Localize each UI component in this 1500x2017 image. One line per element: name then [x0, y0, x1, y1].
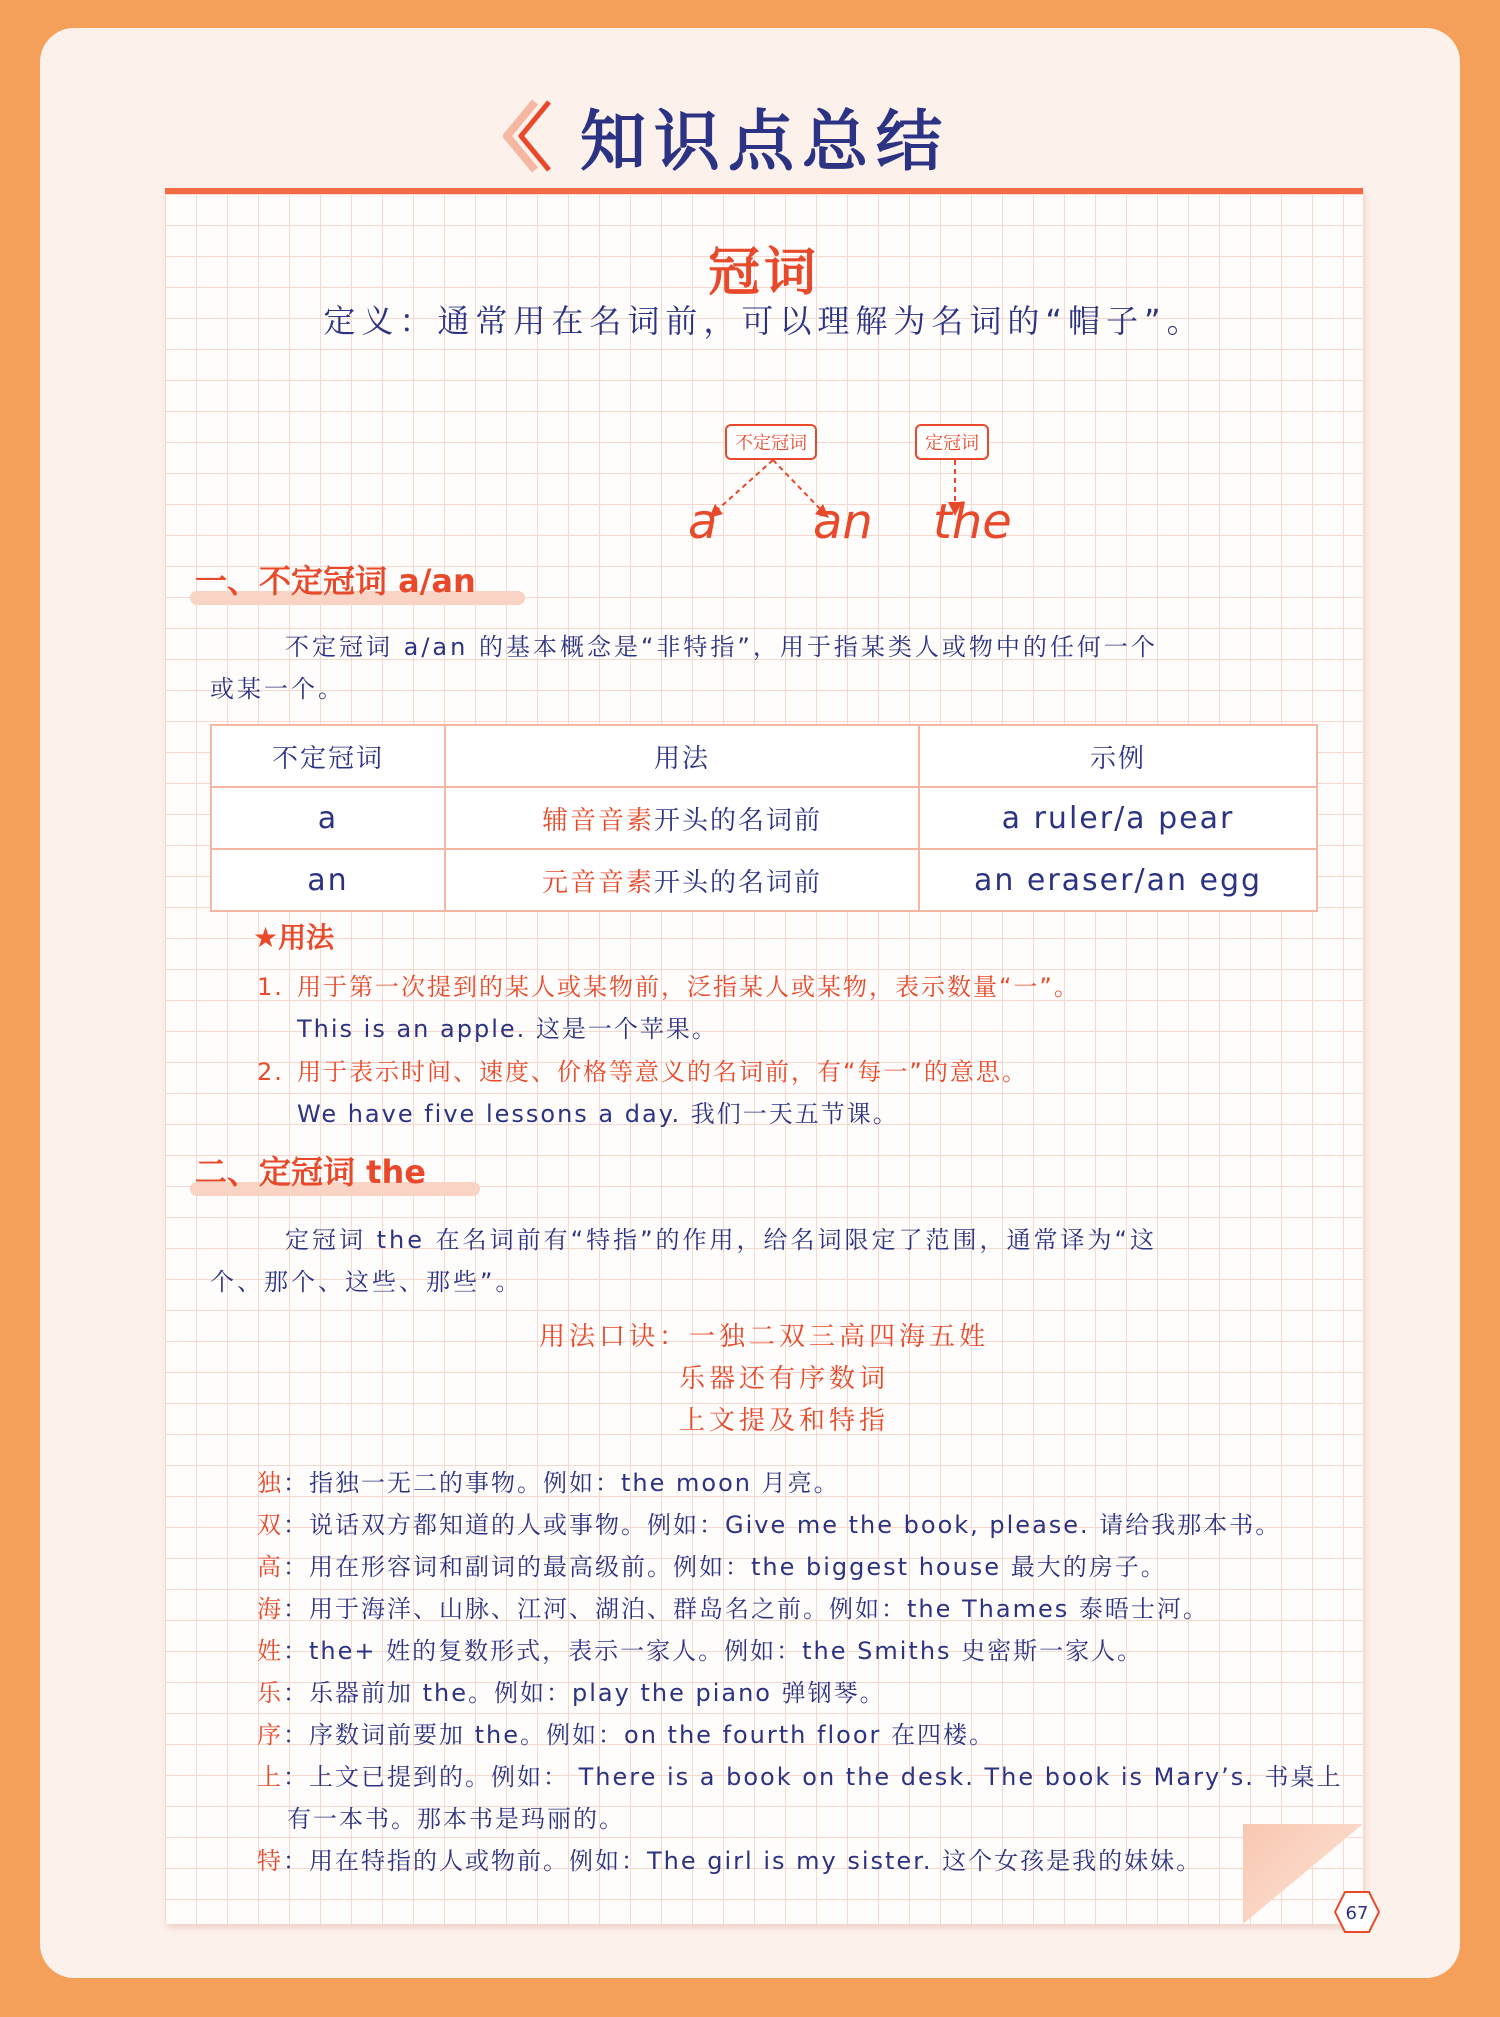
mnemonic-text: ：指独一无二的事物。例如：the moon 月亮。 — [283, 1469, 840, 1497]
header — [40, 88, 1460, 183]
rhyme-line: 乐器还有序数词 — [678, 1364, 889, 1394]
mnemonic-text: ：乐器前加 the。例如：play the piano 弹钢琴。 — [283, 1679, 886, 1707]
usage-example: This is an apple. 这是一个苹果。 — [297, 1015, 718, 1043]
mnemonic-key: 乐 — [257, 1679, 283, 1707]
article-title: 冠词 — [707, 242, 820, 303]
section1-para-line1: 不定冠词 a/an 的基本概念是“非特指”，用于指某类人或物中的任何一个 — [285, 633, 1158, 661]
mnemonic-item — [257, 1588, 1209, 1630]
article-the: the — [933, 494, 1012, 550]
mnemonic-text: ：the+ 姓的复数形式，表示一家人。例如：the Smiths 史密斯一家人。 — [283, 1637, 1144, 1665]
table-cell-example: a ruler/a pear — [919, 787, 1317, 849]
usage-rest: 开头的名词前 — [654, 805, 823, 836]
table-header: 不定冠词 — [211, 725, 445, 787]
table-cell-usage — [445, 849, 919, 911]
table-header: 示例 — [919, 725, 1317, 787]
mnemonic-text: ：用在特指的人或物前。例如：The girl is my sister. 这个女孩是我的妹妹。 — [283, 1847, 1203, 1875]
section2-para-line2: 个、那个、这些、那些”。 — [210, 1268, 523, 1296]
mnemonic-text: ：说话双方都知道的人或事物。例如：Give me the book, please. 请给我那本书。 — [283, 1511, 1282, 1539]
indefinite-table — [210, 724, 1318, 912]
mnemonic-item — [257, 1756, 1343, 1798]
tag-indefinite: 不定冠词 — [725, 424, 817, 460]
tag-definite: 定冠词 — [915, 424, 989, 460]
mnemonic-text: ：用于海洋、山脉、江河、湖泊、群岛名之前。例如：the Thames 泰晤士河。 — [283, 1595, 1209, 1623]
table-cell-example: an eraser/an egg — [919, 849, 1317, 911]
mnemonic-item — [257, 1630, 1143, 1672]
mnemonic-key: 双 — [257, 1511, 283, 1539]
usage-text: 用于表示时间、速度、价格等意义的名词前，有“每一”的意思。 — [297, 1058, 1028, 1086]
mnemonic-item — [257, 1672, 886, 1714]
page-number-badge — [1333, 1888, 1381, 1936]
mnemonic-item — [257, 1840, 1202, 1882]
mnemonic-text: ：上文已提到的。例如： There is a book on the desk. The book is Mary’s. 书桌上 — [283, 1763, 1343, 1791]
mnemonic-key: 姓 — [257, 1637, 283, 1665]
rhyme-line: 用法口诀：一独二双三高四海五姓 — [538, 1322, 989, 1352]
mnemonic-text: ：序数词前要加 the。例如：on the fourth floor 在四楼。 — [283, 1721, 995, 1749]
mnemonic-key: 特 — [257, 1847, 283, 1875]
mnemonic-key: 独 — [257, 1469, 283, 1497]
table-row — [211, 787, 1317, 849]
table-cell-article: a — [211, 787, 445, 849]
section1-para-line2: 或某一个。 — [210, 675, 345, 703]
table-cell-usage — [445, 787, 919, 849]
usage-example: We have five lessons a day. 我们一天五节课。 — [297, 1100, 899, 1128]
mnemonic-item — [257, 1462, 840, 1504]
page-title — [550, 88, 950, 183]
article-an: an — [813, 494, 873, 550]
usage-num: 1. — [257, 973, 284, 1001]
mnemonic-continuation: 有一本书。那本书是玛丽的。 — [287, 1805, 625, 1833]
section1-heading: 一、不定冠词 a/an — [195, 562, 476, 600]
section2-heading: 二、定冠词 the — [195, 1153, 426, 1191]
mnemonic-item — [257, 1714, 995, 1756]
table-cell-article: an — [211, 849, 445, 911]
page-title-text: 知识点总结 — [580, 102, 950, 180]
mnemonic-key: 海 — [257, 1595, 283, 1623]
usage-text: 用于第一次提到的某人或某物前，泛指某人或某物，表示数量“一”。 — [297, 973, 1080, 1001]
usage-title: ★用法 — [253, 921, 335, 954]
chevron-deco-icon — [495, 96, 555, 176]
article-definition: 定义：通常用在名词前，可以理解为名词的“帽子”。 — [323, 302, 1205, 340]
usage-rest: 开头的名词前 — [654, 867, 823, 898]
table-row — [211, 849, 1317, 911]
mnemonic-key: 高 — [257, 1553, 283, 1581]
mnemonic-key: 上 — [257, 1763, 283, 1791]
usage-num: 2. — [257, 1058, 284, 1086]
usage-key: 元音音素 — [541, 867, 654, 898]
mnemonic-item — [257, 1546, 1167, 1588]
mnemonic-key: 序 — [257, 1721, 283, 1749]
section2-para-line1: 定冠词 the 在名词前有“特指”的作用，给名词限定了范围，通常译为“这 — [285, 1226, 1157, 1254]
table-header-row — [211, 725, 1317, 787]
grid-sheet — [165, 188, 1363, 1924]
mnemonic-item — [257, 1504, 1281, 1546]
table-header: 用法 — [445, 725, 919, 787]
article-a: a — [688, 494, 718, 550]
page-frame — [40, 28, 1460, 1978]
page-number: 67 — [1345, 1903, 1369, 1924]
usage-key: 辅音音素 — [541, 805, 654, 836]
rhyme-line: 上文提及和特指 — [678, 1406, 889, 1436]
mnemonic-text: ：用在形容词和副词的最高级前。例如：the biggest house 最大的房子。 — [283, 1553, 1167, 1581]
